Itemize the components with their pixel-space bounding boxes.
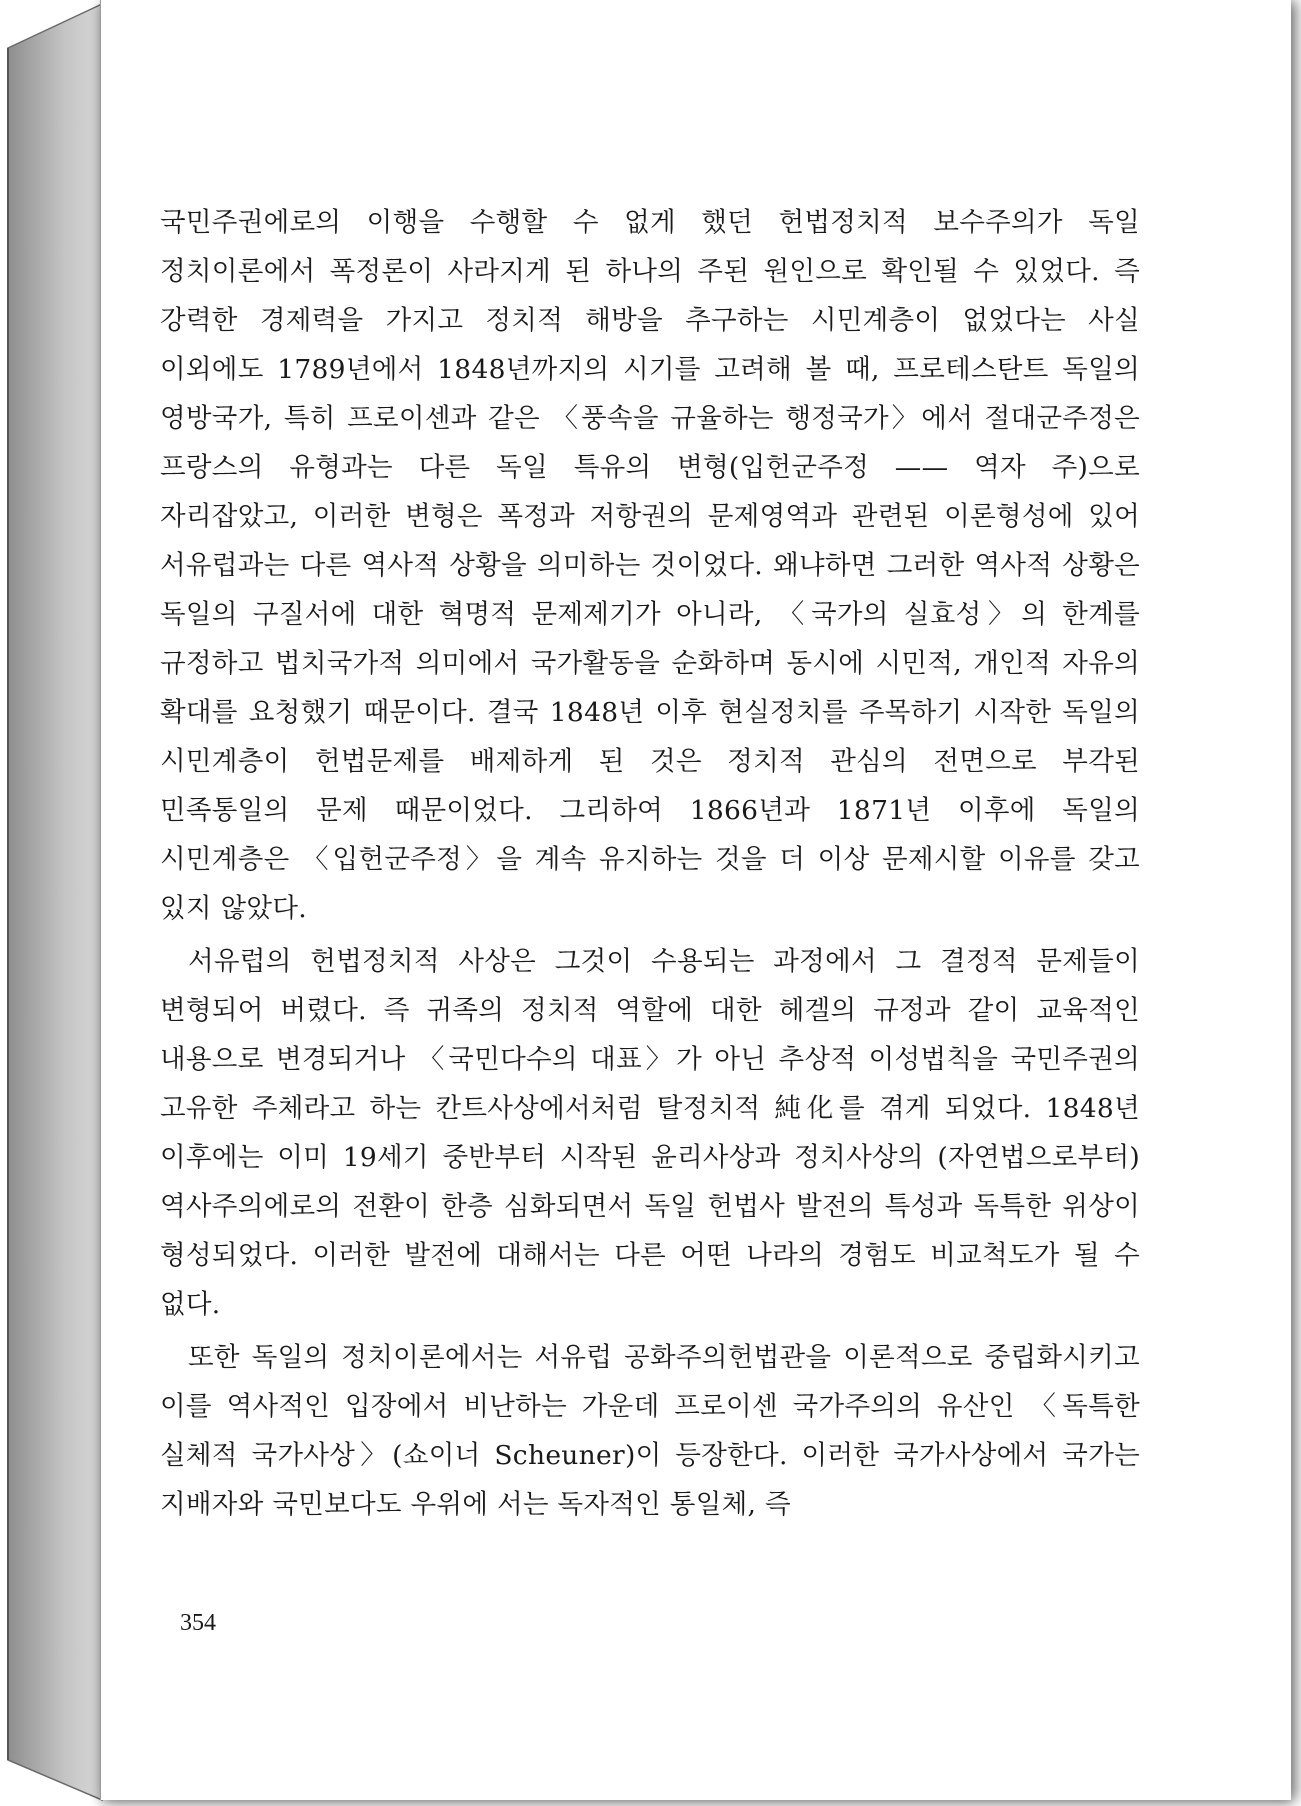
- book-spine: [0, 0, 110, 1806]
- paragraph: 국민주권에로의 이행을 수행할 수 없게 했던 헌법정치적 보수주의가 독일 정치이론에서 폭정론이 사라지게 된 하나의 주된 원인으로 확인될 수 있었다. 즉 강력한 경제력을 가지고 정치적 해방을 추구하는 시민계층이 없었다는 사실 이외에도 1789년에서 1848년까지의 시기를 고려해 볼 때, 프로테스탄트 독일의 영방국가, 특히 프로이센과 같은 〈풍속을 규율하는 행정국가〉에서 절대군주정은 프랑스의 유형과는 다른 독일 특유의 변형(입헌군주정 —— 역자 주)으로 자리잡았고, 이러한 변형은 폭정과 저항권의 문제영역과 관련된 이론형성에 있어 서유럽과는 다른 역사적 상황을 의미하는 것이었다. 왜냐하면 그러한 역사적 상황은 독일의 구질서에 대한 혁명적 문제제기가 아니라, 〈국가의 실효성〉의 한계를 규정하고 법치국가적 의미에서 국가활동을 순화하며 동시에 시민적, 개인적 자유의 확대를 요청했기 때문이다. 결국 1848년 이후 현실정치를 주목하기 시작한 독일의 시민계층이 헌법문제를 배제하게 된 것은 정치적 관심의 전면으로 부각된 민족통일의 문제 때문이었다. 그리하여 1866년과 1871년 이후에 독일의 시민계층은 〈입헌군주정〉을 계속 유지하는 것을 더 이상 문제시할 이유를 갖고 있지 않았다.: [160, 207, 1140, 924]
- paragraph: 서유럽의 헌법정치적 사상은 그것이 수용되는 과정에서 그 결정적 문제들이 변형되어 버렸다. 즉 귀족의 정치적 역할에 대한 헤겔의 규정과 같이 교육적인 내용으로 변경되거나 〈국민다수의 대표〉가 아닌 추상적 이성법칙을 국민주권의 고유한 주체라고 하는 칸트사상에서처럼 탈정치적 純化를 겪게 되었다. 1848년 이후에는 이미 19세기 중반부터 시작된 윤리사상과 정치사상의 (자연법으로부터) 역사주의에로의 전환이 한층 심화되면서 독일 헌법사 발전의 특성과 독특한 위상이 형성되었다. 이러한 발전에 대해서는 다른 어떤 나라의 경험도 비교척도가 될 수 없다.: [160, 946, 1140, 1320]
- paragraph: 또한 독일의 정치이론에서는 서유럽 공화주의헌법관을 이론적으로 중립화시키고 이를 역사적인 입장에서 비난하는 가운데 프로이센 국가주의의 유산인 〈독특한 실체적 국가사상〉(쇼이너 Scheuner)이 등장한다. 이러한 국가사상에서 국가는 지배자와 국민보다도 우위에 서는 독자적인 통일체, 즉: [160, 1342, 1140, 1520]
- page-text: [160, 198, 1140, 1529]
- page-number: 354: [180, 1610, 216, 1636]
